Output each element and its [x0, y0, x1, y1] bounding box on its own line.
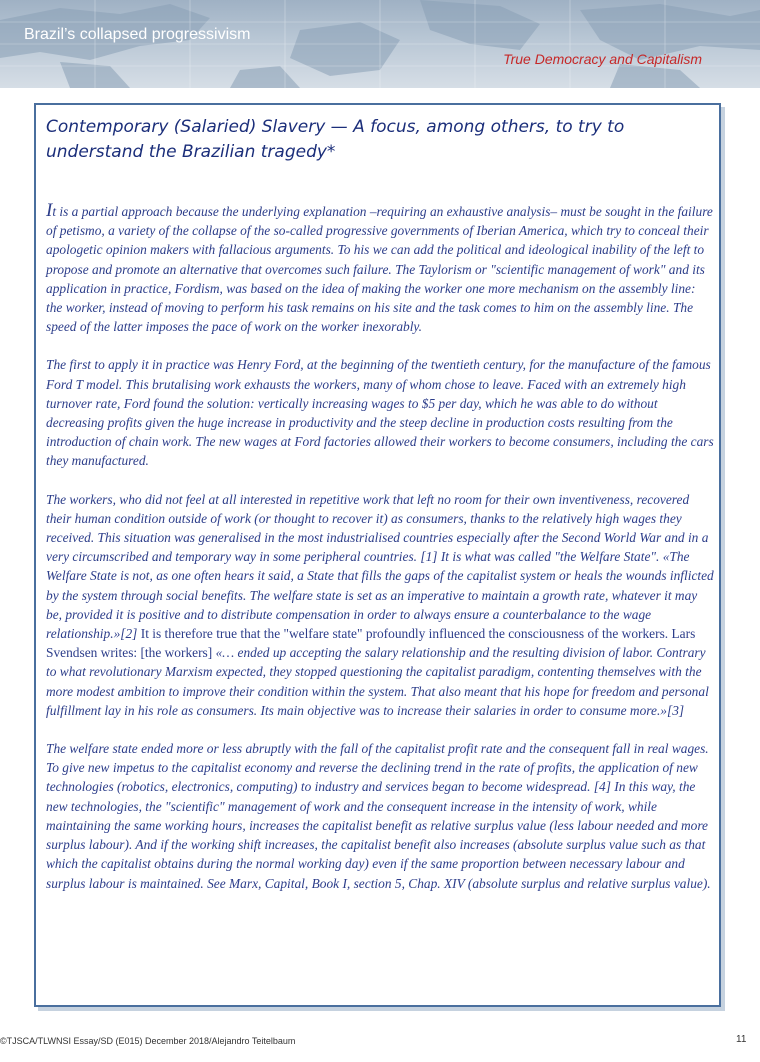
dropcap-letter: I — [46, 200, 53, 221]
article-title: Contemporary (Salaried) Slavery — A focus, among others, to try to understand the Brazilian tragedy* — [46, 117, 625, 162]
paragraph-3-part-b: It is therefore true that the "welfare state" profoundly influenced the consciousness of the workers. Lars Svendsen writes: [the workers] — [46, 626, 696, 661]
world-map-background — [0, 0, 760, 88]
paragraph-2: The first to apply it in practice was Henry Ford, at the beginning of the twentieth century, for the manufacture of the famous Ford T model. This brutalising work exhausts the workers, many of whom chose to leave. Faced with an extremely high turnover rate, Ford found the solution: vertically increasing wages to $5 per day, which he was able to do without decreasing profits given the huge increase in productivity and the steep decline in production costs resulting from the introduction of chain work. The new wages at Ford factories allowed their workers to become consumers, including the cars they manufactured. — [46, 357, 714, 469]
footer-credit: ©TJSCA/TLWNSI Essay/SD (E015) December 2018/Alejandro Teitelbaum — [0, 1036, 296, 1046]
article-body — [46, 201, 714, 912]
paragraph-4: The welfare state ended more or less abruptly with the fall of the capitalist profit rate and the consequent fall in real wages. To give new impetus to the capitalist economy and reverse the declining trend in the rate of profits, the application of new technologies (robotics, electronics, computing) to industry and services began to become widespread. [4] In this way, the new technologies, the "scientific" management of work and the consequent increase in the intensity of work, while maintaining the same working hours, increases the capitalist benefit as relative surplus value (less labour needed and more surplus labour). And if the working shift increases, the capitalist benefit also increases (absolute surplus value such as that which the capitalist obtains during the normal working day) even if the same proportion between necessary labour and surplus labour is maintained. See Marx, Capital, Book I, section 5, Chap. XIV (absolute surplus and relative surplus value). — [46, 741, 711, 891]
paragraph-3-part-a: The workers, who did not feel at all interested in repetitive work that left no room for their own inventiveness, recovered their human condition outside of work (or thought to recover it) as consumers, thanks to the relatively high wages they received. This situation was generalised in the most industrialised countries especially after the Second World War and in a very circumscribed and temporary way in some peripheral countries. [1] It is what was called "the Welfare State". «The Welfare State is not, as one often hears it said, a State that fills the gaps of the capitalist system or heals the wounds inflicted by the system through social benefits. The welfare state is set as an imperative to maintain a growth rate, whatever it may be, provided it is positive and to distribute compensation in order to always ensure a counterbalance to the wage relationship.»[2] — [46, 491, 714, 642]
paragraph-3-part-c: «… ended up accepting the salary relationship and the resulting division of labor. Contrary to what revolutionary Marxism expected, they stopped questioning the capitalist paradigm, contenting themselves with the more modest ambition to improve their condition within the system. That also meant that his hope for freedom and personal fulfillment lay in his role as consumers. Its main objective was to increase their salaries in order to consume more.»[3] — [46, 645, 709, 718]
paragraph-1-text: t is a partial approach because the underlying explanation –requiring an exhaustive analysis– must be sought in the failure of petismo, a variety of the collapse of the so-called progressive governments of Iberian America, which try to conceal their apologetic opinion makers with fallacious arguments. To his we can add the political and ideological inability of the left to propose and promote an alternative that overcomes such failure. The Taylorism or "scientific management of work" and its application in practice, Fordism, was based on the idea of making the worker one more mechanism on the assembly line: the worker, instead of moving to perform his task remains on his site and the task comes to him on the assembly line. The speed of the latter imposes the pace of work on the worker inexorably. — [46, 204, 713, 335]
header-right-title: True Democracy and Capitalism — [503, 51, 702, 67]
header-left-title: Brazil’s collapsed progressivism — [24, 26, 251, 43]
header-banner — [0, 0, 760, 88]
paragraph-1 — [46, 201, 714, 336]
paragraph-3 — [46, 490, 714, 720]
page-number: 11 — [736, 1034, 747, 1045]
